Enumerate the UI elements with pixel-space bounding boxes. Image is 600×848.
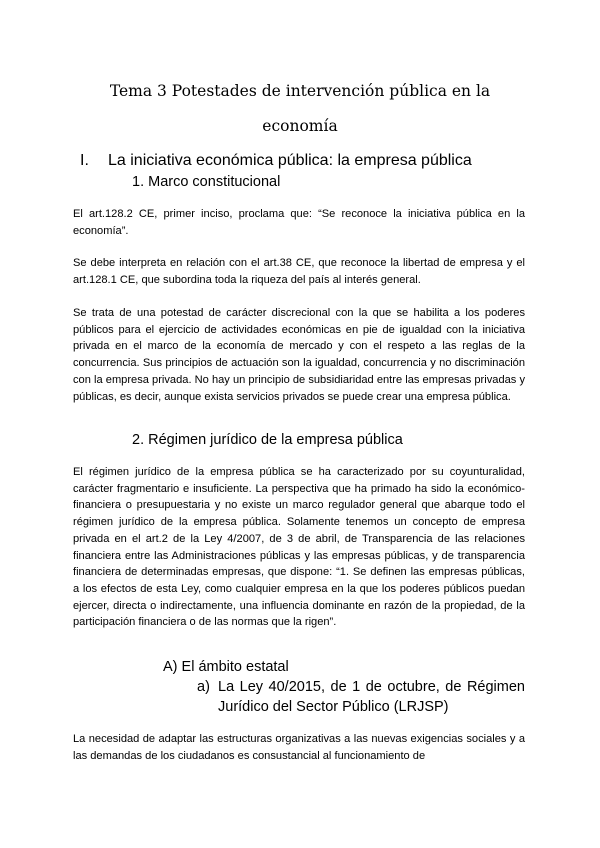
document-title: Tema 3 Potestades de intervención pública en la economía [109, 82, 491, 135]
subsection-heading-a: A) El ámbito estatal [163, 659, 289, 675]
paragraph-1: El art.128.2 CE, primer inciso, proclama que: “Se reconoce la iniciativa pública en la economía”. [73, 208, 525, 237]
subsection-heading-1: 1. Marco constitucional [132, 174, 281, 190]
paragraph-3: Se trata de una potestad de carácter discrecional con la que se habilita a los poderes públicos para el ejercicio de actividades económicas en pie de igualdad con la iniciativa privada en el marco de la economía de mercado y con el respeto a las reglas de la concurrencia. Sus principios de actuación son la igualdad, concurrencia y no discriminación con la empresa privada. No hay un principio de subsidiaridad entre las empresas privadas y públicas, es decir, aunque exista servicios privados se puede crear una empresa pública. [73, 307, 525, 403]
paragraph-5: La necesidad de adaptar las estructuras organizativas a las nuevas exigencias sociales y a las demandas de los ciudadanos es consustancial al funcionamiento de [73, 733, 525, 762]
law-list-item [197, 677, 525, 717]
law-item-label: a) [197, 679, 210, 695]
law-item-text: La Ley 40/2015, de 1 de octubre, de Régimen Jurídico del Sector Público (LRJSP) [218, 679, 525, 715]
section-number: I. [80, 152, 89, 169]
paragraph-2: Se debe interpreta en relación con el art.38 CE, que reconoce la libertad de empresa y el art.128.1 CE, que subordina toda la riqueza del país al interés general. [73, 257, 525, 286]
paragraph-4: El régimen jurídico de la empresa pública se ha caracterizado por su coyunturalidad, carácter fragmentario e insuficiente. La perspectiva que ha primado ha sido la económico-financiera o presupuestaria y no existe un marco regulador general que abarque todo el régimen jurídico de la empresa pública. Solamente tenemos un concepto de empresa privada en el art.2 de la Ley 4/2007, de 3 de abril, de Transparencia de las relaciones financiera entre las Administraciones públicas y las empresas públicas, y de transparencia financiera de determinadas empresas, que dispone: “1. Se definen las empresas públicas, a los efectos de esta Ley, como cualquier empresa en la que los poderes públicos puedan ejercer, directa o indirectamente, una influencia dominante en razón de la propiedad, de la participación financiera o de las normas que la rigen”. [73, 466, 525, 629]
section-title: La iniciativa económica pública: la empresa pública [108, 152, 472, 169]
subsection-heading-2: 2. Régimen jurídico de la empresa pública [132, 432, 403, 448]
